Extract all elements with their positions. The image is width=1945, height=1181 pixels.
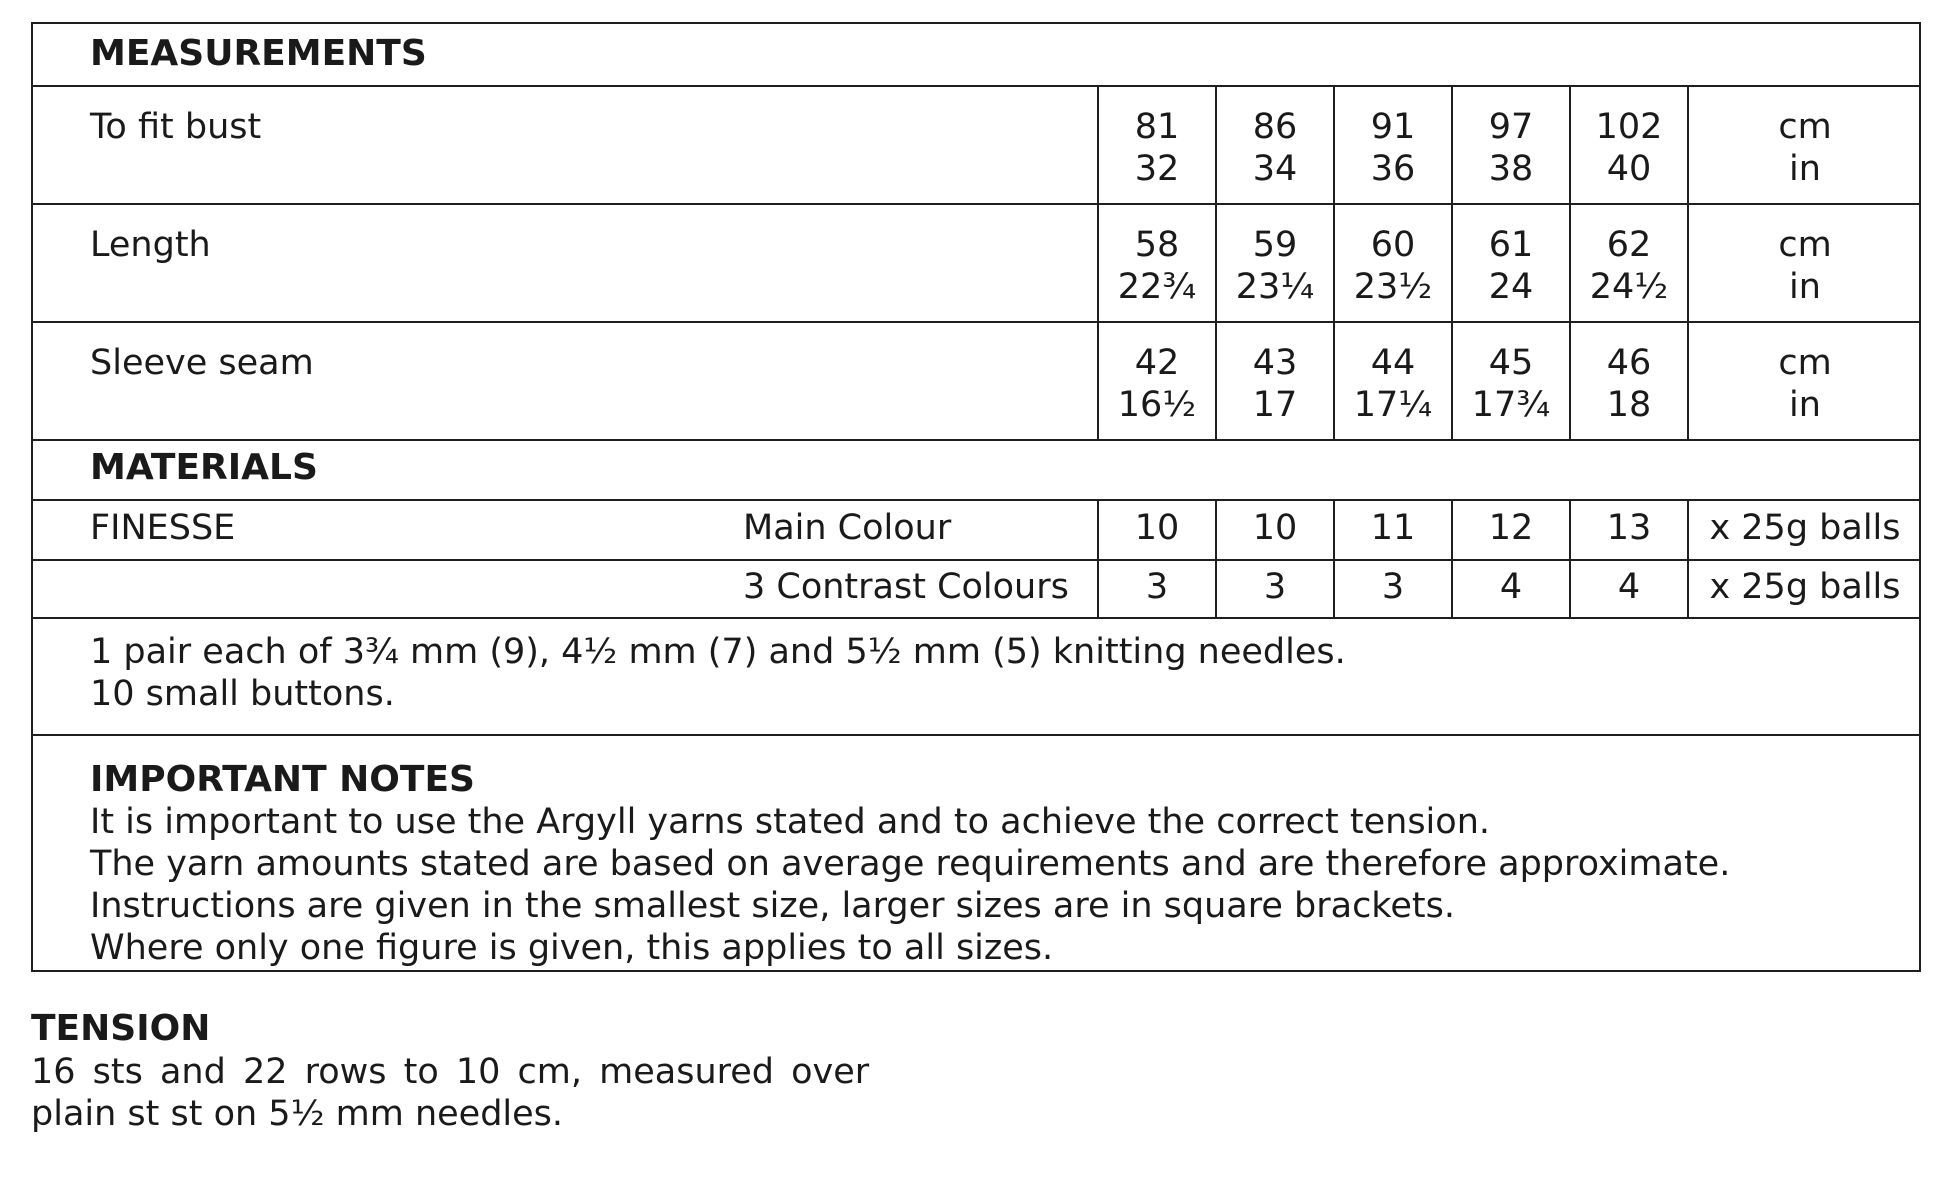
size-4-main-colour: 12 <box>1488 508 1534 548</box>
size-5-main-colour: 13 <box>1606 508 1652 548</box>
tension-heading: TENSION <box>31 1008 211 1049</box>
size-3-bust: 91 36 <box>1370 107 1416 189</box>
divider <box>33 203 1919 205</box>
note-line: Instructions are given in the smallest size, larger sizes are in square brackets. <box>90 886 1455 926</box>
pattern-info-table <box>31 22 1921 972</box>
divider <box>33 734 1919 736</box>
size-1-sleeve: 42 16½ <box>1117 343 1197 425</box>
size-3-length: 60 23½ <box>1353 225 1433 307</box>
note-line: Where only one figure is given, this applies to all sizes. <box>90 928 1054 968</box>
unit-labels: cm in <box>1778 225 1832 307</box>
size-3-contrast: 3 <box>1381 567 1405 607</box>
divider <box>33 559 1919 561</box>
size-5-length: 62 24½ <box>1589 225 1669 307</box>
materials-unit: x 25g balls <box>1709 567 1901 607</box>
divider <box>33 321 1919 323</box>
materials-row-label: Main Colour <box>743 508 952 548</box>
size-5-sleeve: 46 18 <box>1606 343 1652 425</box>
divider <box>33 617 1919 619</box>
size-1-bust: 81 32 <box>1134 107 1180 189</box>
divider <box>33 499 1919 501</box>
size-1-main-colour: 10 <box>1134 508 1180 548</box>
size-5-bust: 102 40 <box>1595 107 1663 189</box>
buttons-text: 10 small buttons. <box>90 674 395 714</box>
materials-row-label: 3 Contrast Colours <box>743 567 1069 607</box>
divider <box>33 439 1919 441</box>
size-2-length: 59 23¼ <box>1235 225 1315 307</box>
size-1-length: 58 22¾ <box>1117 225 1197 307</box>
materials-unit: x 25g balls <box>1709 508 1901 548</box>
note-line: The yarn amounts stated are based on average requirements and are therefore approximate. <box>90 844 1731 884</box>
size-2-main-colour: 10 <box>1252 508 1298 548</box>
size-4-length: 61 24 <box>1488 225 1534 307</box>
divider <box>33 85 1919 87</box>
tension-line: 16 sts and 22 rows to 10 cm, measured over <box>31 1052 870 1092</box>
size-1-contrast: 3 <box>1145 567 1169 607</box>
size-2-bust: 86 34 <box>1252 107 1298 189</box>
materials-heading: MATERIALS <box>90 447 318 488</box>
size-5-contrast: 4 <box>1617 567 1641 607</box>
needles-text: 1 pair each of 3¾ mm (9), 4½ mm (7) and 5½ mm (5) knitting needles. <box>90 632 1346 672</box>
size-4-sleeve: 45 17¾ <box>1471 343 1551 425</box>
row-label: Sleeve seam <box>90 343 314 383</box>
size-4-bust: 97 38 <box>1488 107 1534 189</box>
size-3-sleeve: 44 17¼ <box>1353 343 1433 425</box>
unit-labels: cm in <box>1778 107 1832 189</box>
size-3-main-colour: 11 <box>1370 508 1416 548</box>
row-label: To fit bust <box>90 107 262 147</box>
row-label: Length <box>90 225 211 265</box>
measurements-heading: MEASUREMENTS <box>90 33 427 74</box>
yarn-name: FINESSE <box>90 508 236 548</box>
size-4-contrast: 4 <box>1499 567 1523 607</box>
unit-labels: cm in <box>1778 343 1832 425</box>
tension-line: plain st st on 5½ mm needles. <box>31 1094 564 1134</box>
size-2-contrast: 3 <box>1263 567 1287 607</box>
important-notes-heading: IMPORTANT NOTES <box>90 759 475 800</box>
size-2-sleeve: 43 17 <box>1252 343 1298 425</box>
note-line: It is important to use the Argyll yarns stated and to achieve the correct tension. <box>90 802 1490 842</box>
